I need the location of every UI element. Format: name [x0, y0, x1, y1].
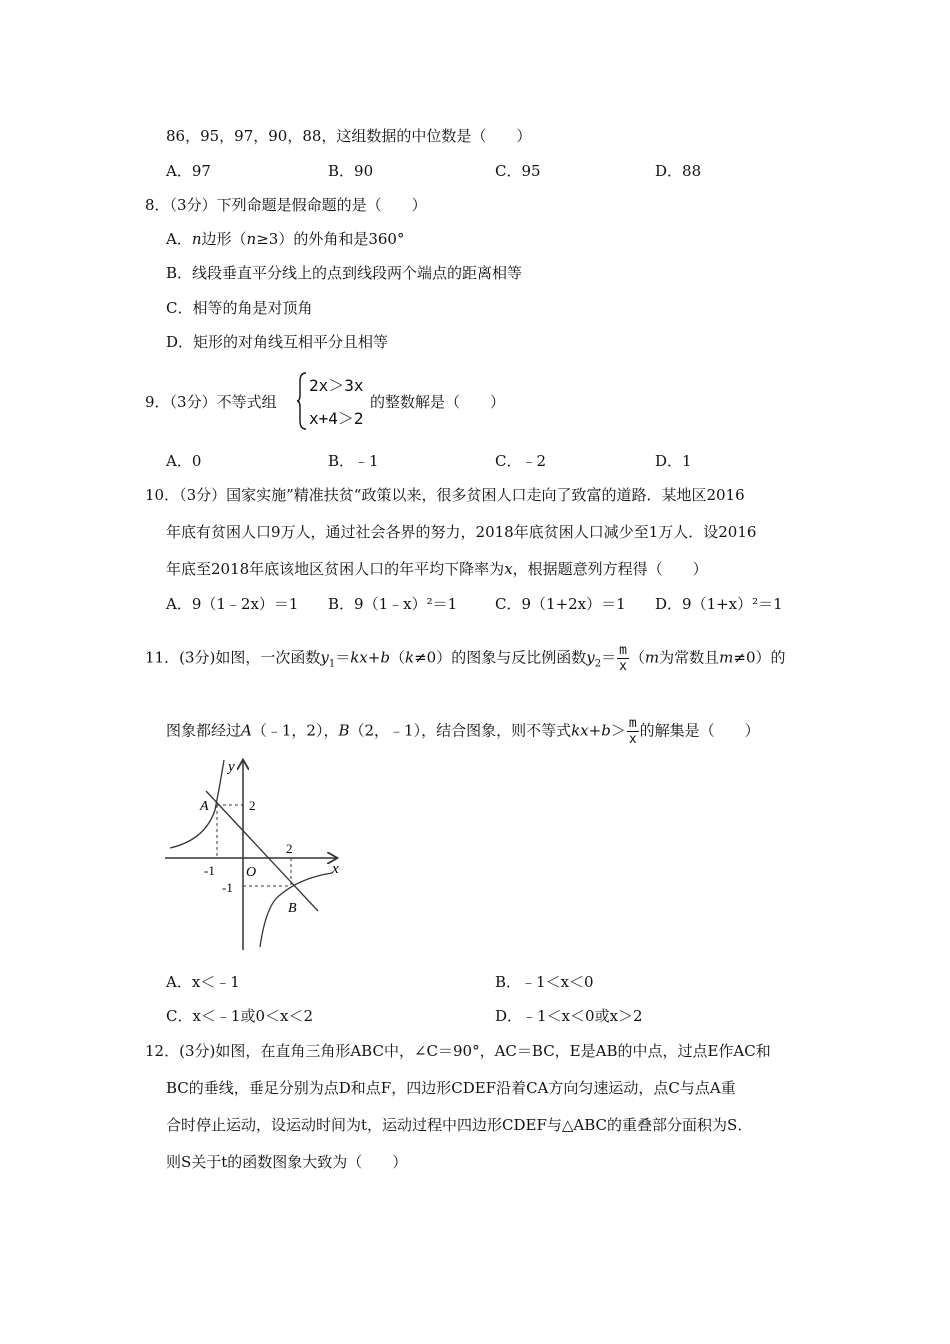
hyperbola-left-branch — [170, 760, 224, 848]
q11-line-1: 11．(3分)如图，一次函数$y_1=kx+b(k\ne 0)$的图象与反比例函数$y_2=$ $\frac{m}{x}$ （m为常数且m≠0）的 — [145, 643, 786, 674]
q9-inequality-2: x+4＞2 — [309, 409, 364, 428]
q11-option-b: B．﹣1＜x＜0 — [495, 973, 594, 991]
tick-y-2: 2 — [249, 798, 256, 813]
origin-label: O — [246, 865, 257, 880]
tick-y-minus-1: -1 — [222, 880, 233, 895]
q12-line-2: BC的垂线，垂足分别为点D和点F，四边形CDEF沿着CA方向匀速运动，点C与点A重 — [166, 1079, 736, 1097]
q9-option-d: D．1 — [655, 452, 692, 470]
q8-option-c: C．相等的角是对顶角 — [166, 299, 313, 317]
q11-option-d: D．﹣1＜x＜0或x＞2 — [495, 1007, 643, 1025]
q10-option-d: D．9（1+x）²＝1 — [655, 595, 783, 613]
q11-function-graph — [160, 755, 350, 955]
q7-option-c: C．95 — [495, 162, 541, 180]
q7-stem: 86，95，97，90，88，这组数据的中位数是（ ） — [166, 127, 532, 145]
q12-line-1: 12．(3分)如图，在直角三角形ABC中，∠C＝90°，AC＝BC，E是AB的中点，过点E作AC和 — [145, 1042, 771, 1060]
q10-option-b: B．9（1﹣x）²＝1 — [328, 595, 458, 613]
q10-line-1: 10．（3分）国家实施”精准扶贫“政策以来，很多贫困人口走向了致富的道路．某地区2016 — [145, 486, 745, 504]
q9-option-c: C．﹣2 — [495, 452, 547, 470]
y-axis-label: y — [228, 759, 235, 775]
q11-option-a: A．x＜﹣1 — [166, 973, 240, 991]
q12-line-4: 则S关于t的函数图象大致为（ ） — [166, 1153, 408, 1171]
q8-option-d: D．矩形的对角线互相平分且相等 — [166, 333, 389, 351]
q10-line-3: 年底至2018年底该地区贫困人口的年平均下降率为x，根据题意列方程得（ ） — [166, 560, 708, 578]
q10-option-c: C．9（1+2x）＝1 — [495, 595, 626, 613]
q8-option-b: B．线段垂直平分线上的点到线段两个端点的距离相等 — [166, 264, 523, 282]
tick-x-2: 2 — [286, 841, 293, 856]
q8-stem: 8．（3分）下列命题是假命题的是（ ） — [145, 196, 427, 214]
point-b-label: B — [288, 901, 297, 916]
q10-option-a: A．9（1﹣2x）＝1 — [166, 595, 299, 613]
q9-stem-prefix: 9．（3分）不等式组 — [145, 393, 277, 411]
q11-line-2: 图象都经过A（﹣1，2），B（2，﹣1），结合图象，则不等式kx+b＞ $\frac{m}{x}$ 的解集是（ ） — [166, 716, 760, 747]
q9-option-b: B．﹣1 — [328, 452, 379, 470]
q11-option-c: C．x＜﹣1或0＜x＜2 — [166, 1007, 314, 1025]
q12-line-3: 合时停止运动，设运动时间为t，运动过程中四边形CDEF与△ABC的重叠部分面积为S． — [166, 1116, 753, 1134]
q7-option-b: B．90 — [328, 162, 374, 180]
q9-stem-suffix: 的整数解是（ ） — [370, 393, 506, 411]
brace-icon — [296, 371, 308, 431]
q10-line-2: 年底有贫困人口9万人，通过社会各界的努力，2018年底贫困人口减少至1万人．设2016 — [166, 523, 757, 541]
q9-option-a: A．0 — [166, 452, 202, 470]
tick-x-minus-1: -1 — [204, 863, 215, 878]
q7-option-d: D．88 — [655, 162, 702, 180]
q7-option-a: A．97 — [166, 162, 211, 180]
fraction-m-over-x-2: $\frac{m}{x}$ — [628, 716, 637, 747]
point-a-label: A — [200, 799, 209, 814]
x-axis-label: x — [332, 861, 339, 877]
q8-option-a: A．n边形（n≥3）的外角和是360° — [166, 230, 405, 248]
fraction-m-over-x: $\frac{m}{x}$ — [619, 643, 627, 674]
q9-inequality-1: 2x＞3x — [309, 376, 364, 395]
